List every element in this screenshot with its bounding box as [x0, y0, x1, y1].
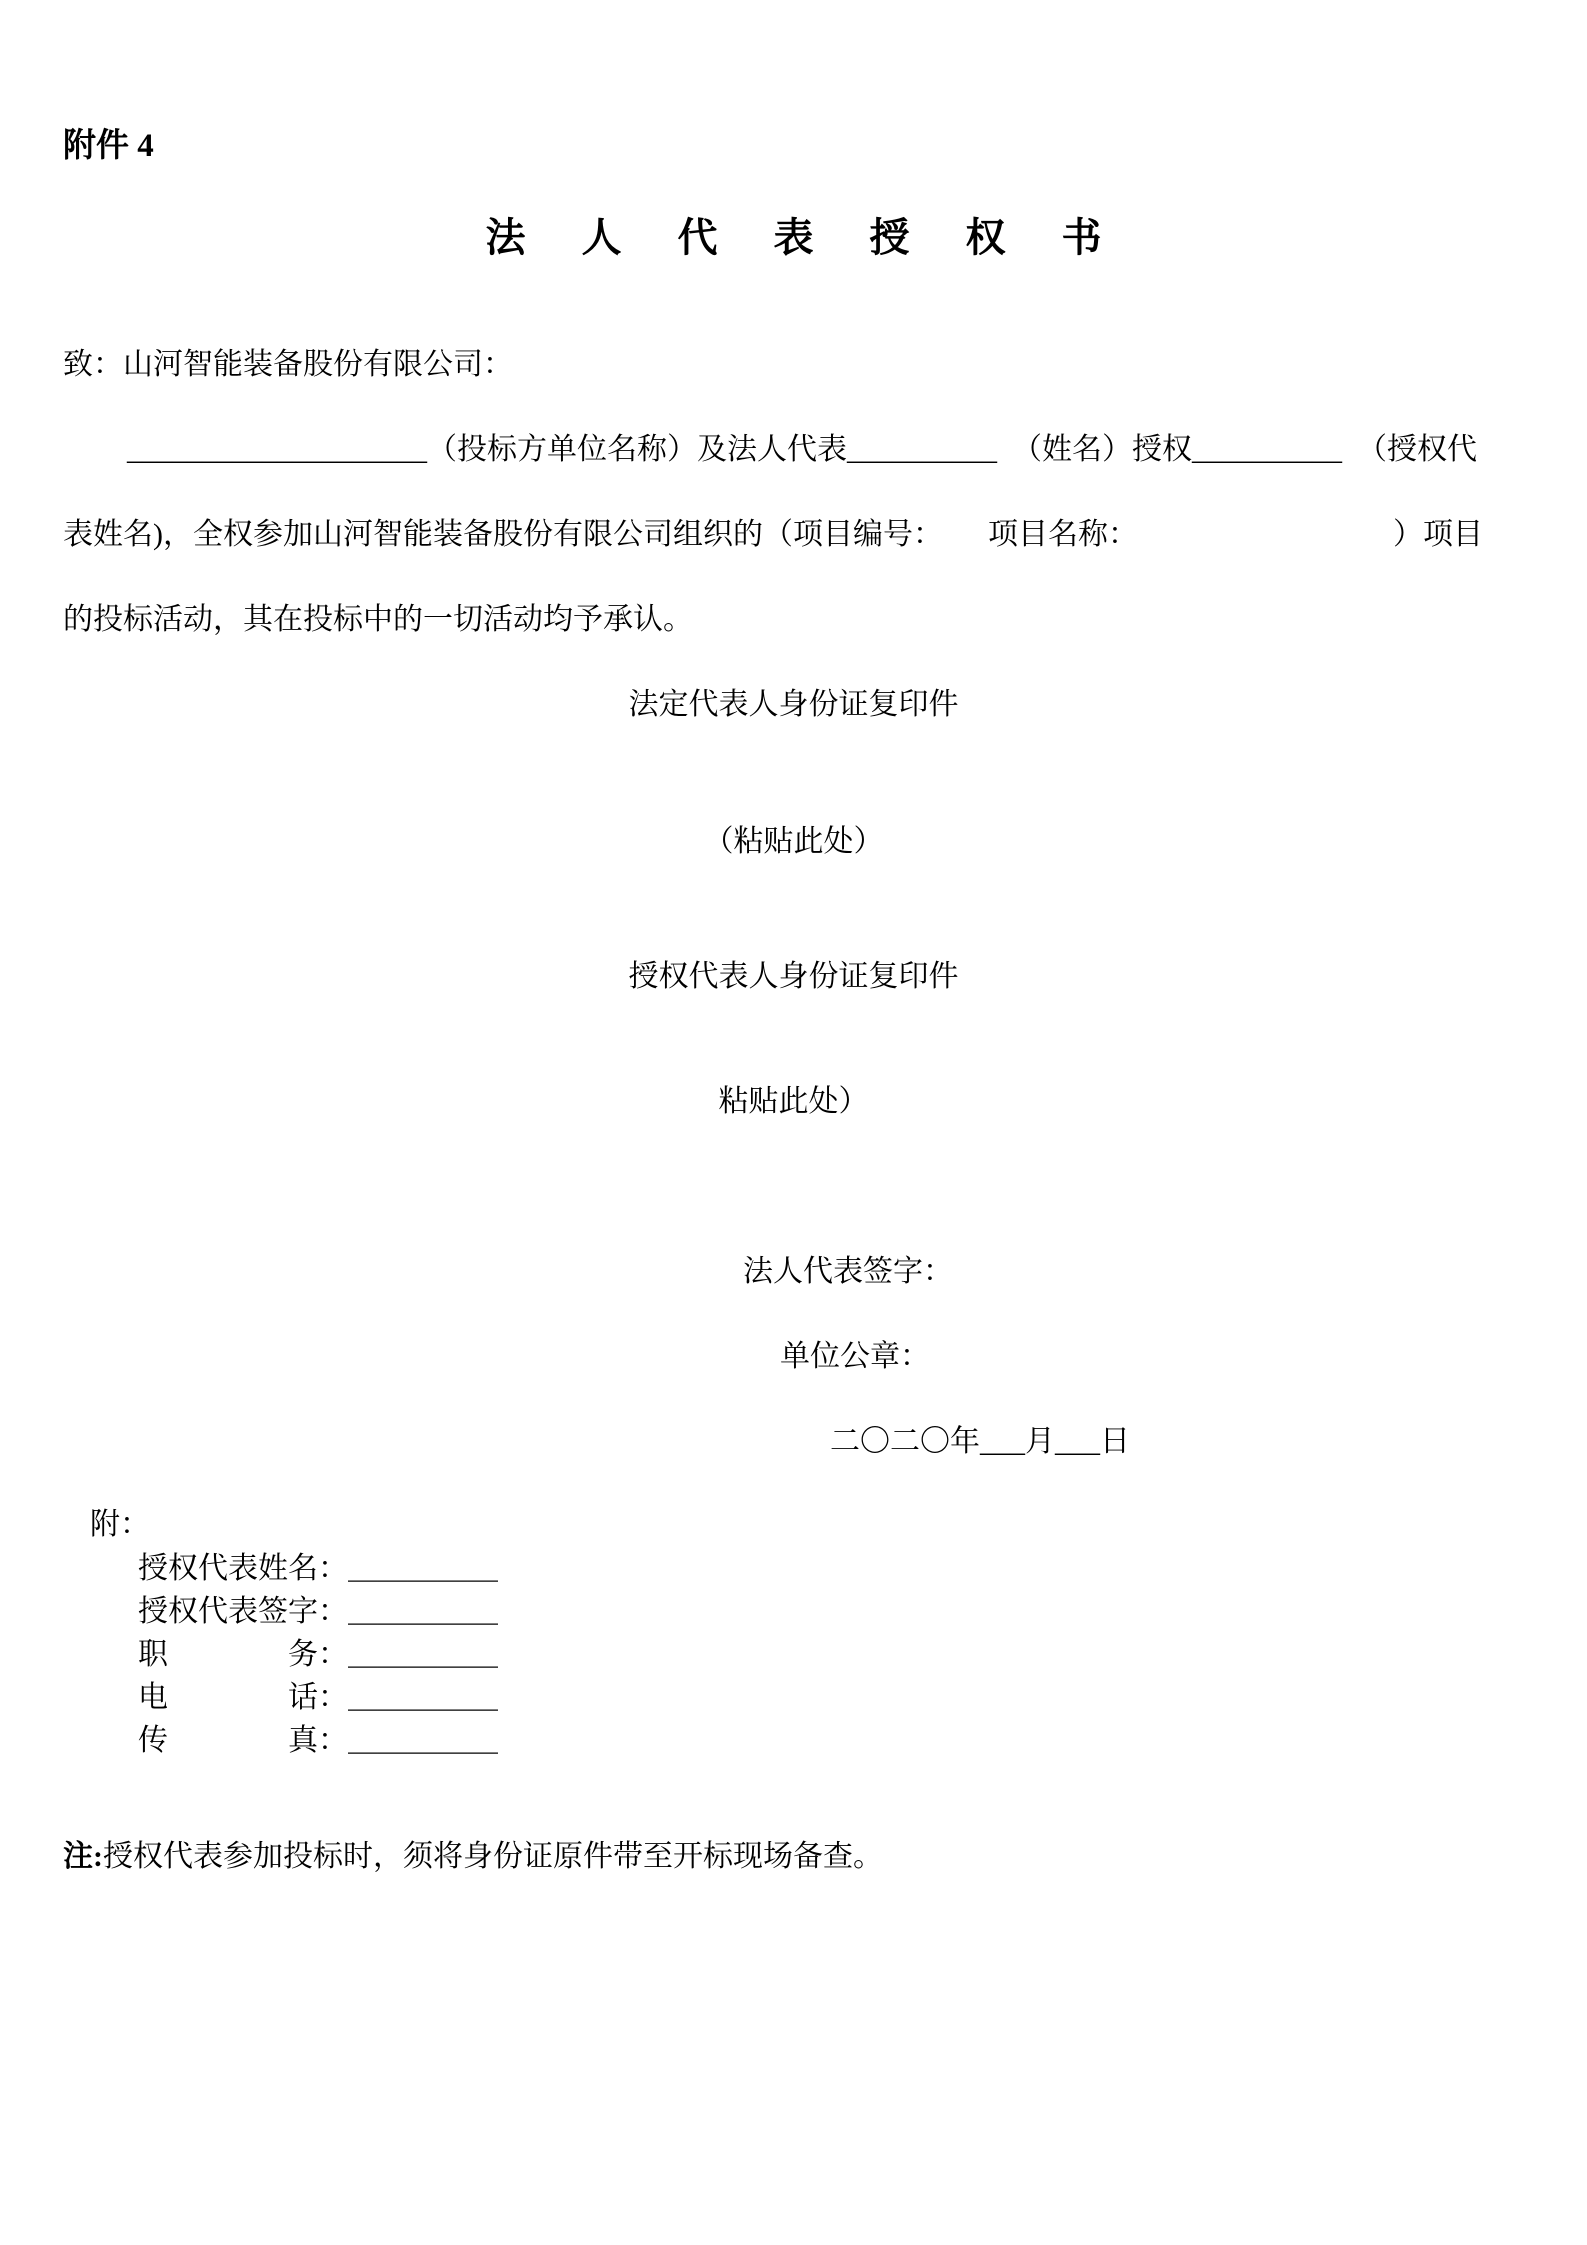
document-title-text: 法人代表授权书 — [485, 215, 1158, 260]
addressee-line: 致：山河智能装备股份有限公司： — [63, 348, 513, 381]
authorized-rep-paste-here-note: 粘贴此处） — [718, 1085, 869, 1118]
form-row-authorized-rep-signature — [63, 1590, 1524, 1633]
attachment-number-label: 附件 4 — [63, 128, 154, 164]
form-label: 传 真： — [138, 1724, 348, 1757]
form-label: 授权代表姓名： — [138, 1552, 348, 1585]
form-label: 电 话： — [138, 1681, 348, 1714]
form-blank: ＿＿＿＿＿ — [348, 1724, 498, 1757]
form-row-position — [63, 1633, 1524, 1676]
legal-rep-id-copy-heading: 法定代表人身份证复印件 — [628, 688, 959, 721]
form-blank: ＿＿＿＿＿ — [348, 1638, 498, 1671]
authorization-paragraph — [63, 407, 1524, 662]
appendix-form — [63, 1547, 1524, 1762]
authorized-rep-id-copy-heading: 授权代表人身份证复印件 — [628, 960, 959, 993]
form-blank: ＿＿＿＿＿ — [348, 1681, 498, 1714]
form-row-telephone — [63, 1676, 1524, 1719]
paragraph-line-2: 表姓名)，全权参加山河智能装备股份有限公司组织的（项目编号： 项目名称： ）项目 — [63, 518, 1483, 551]
footer-note — [63, 1835, 1524, 1878]
note-label: 注: — [63, 1840, 103, 1873]
paragraph-line-3: 的投标活动，其在投标中的一切活动均予承认。 — [63, 603, 693, 636]
date-line: 二〇二〇年___月___日 — [830, 1425, 1130, 1458]
note-text: 授权代表参加投标时，须将身份证原件带至开标现场备查。 — [103, 1840, 883, 1873]
company-seal-label: 单位公章： — [780, 1340, 930, 1373]
form-blank: ＿＿＿＿＿ — [348, 1595, 498, 1628]
legal-rep-signature-label: 法人代表签字： — [743, 1255, 953, 1288]
form-blank: ＿＿＿＿＿ — [348, 1552, 498, 1585]
paragraph-line-1: ____________________（投标方单位名称）及法人代表__________ （姓名）授权__________ （授权代 — [127, 433, 1477, 466]
form-row-authorized-rep-name — [63, 1547, 1524, 1590]
document-title — [63, 213, 1524, 267]
form-label: 职 务： — [138, 1638, 348, 1671]
appendix-label: 附： — [90, 1508, 150, 1541]
form-row-fax — [63, 1719, 1524, 1762]
form-label: 授权代表签字： — [138, 1595, 348, 1628]
legal-rep-paste-here-note: （粘贴此处） — [703, 825, 884, 858]
